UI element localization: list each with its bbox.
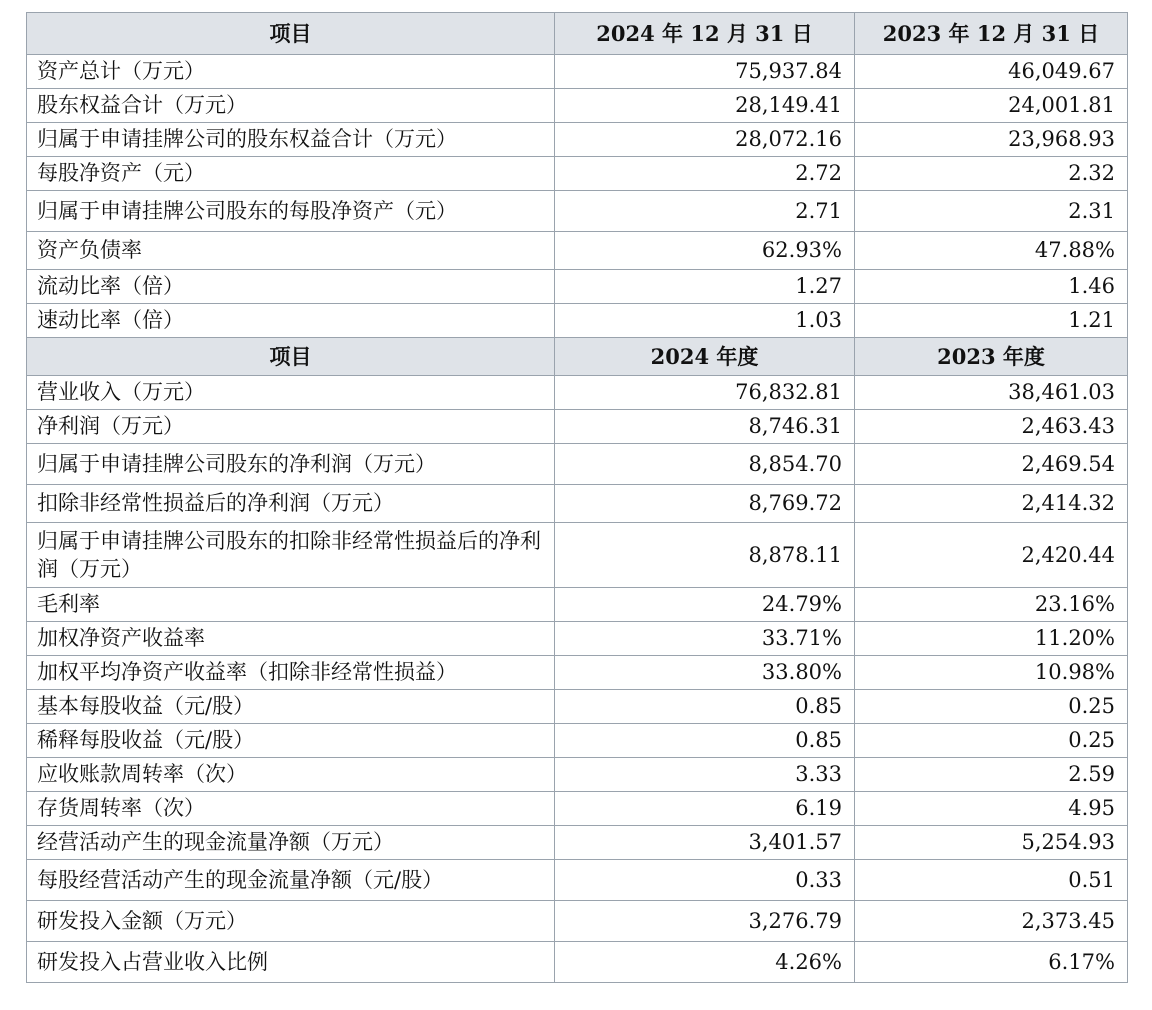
value-2023: 2.31 <box>855 191 1128 232</box>
table-row <box>27 485 1128 523</box>
financial-indicators-table <box>26 12 1128 983</box>
value-2024: 6.19 <box>555 792 855 826</box>
table-row <box>27 232 1128 270</box>
value-2023: 38,461.03 <box>855 376 1128 410</box>
value-2023: 23,968.93 <box>855 123 1128 157</box>
table-header-row <box>27 338 1128 376</box>
header-cell-item: 项目 <box>27 338 555 376</box>
value-2023: 10.98% <box>855 656 1128 690</box>
value-2023: 2.59 <box>855 758 1128 792</box>
value-2023: 1.21 <box>855 304 1128 338</box>
value-2023: 2,373.45 <box>855 901 1128 942</box>
value-2023: 23.16% <box>855 588 1128 622</box>
value-2023: 47.88% <box>855 232 1128 270</box>
table-row <box>27 724 1128 758</box>
row-label: 归属于申请挂牌公司股东的净利润（万元） <box>27 444 555 485</box>
row-label: 归属于申请挂牌公司股东的每股净资产（元） <box>27 191 555 232</box>
value-2024: 1.27 <box>555 270 855 304</box>
value-2024: 8,769.72 <box>555 485 855 523</box>
table-row <box>27 410 1128 444</box>
value-2024: 62.93% <box>555 232 855 270</box>
row-label: 流动比率（倍） <box>27 270 555 304</box>
value-2023: 2,414.32 <box>855 485 1128 523</box>
table-row <box>27 690 1128 724</box>
value-2024: 4.26% <box>555 942 855 983</box>
value-2024: 28,149.41 <box>555 89 855 123</box>
value-2024: 3.33 <box>555 758 855 792</box>
value-2023: 24,001.81 <box>855 89 1128 123</box>
value-2023: 0.25 <box>855 724 1128 758</box>
row-label: 研发投入占营业收入比例 <box>27 942 555 983</box>
table-row <box>27 123 1128 157</box>
table-row <box>27 792 1128 826</box>
table-row <box>27 55 1128 89</box>
value-2024: 24.79% <box>555 588 855 622</box>
value-2024: 75,937.84 <box>555 55 855 89</box>
table-row <box>27 523 1128 588</box>
row-label: 归属于申请挂牌公司的股东权益合计（万元） <box>27 123 555 157</box>
value-2023: 11.20% <box>855 622 1128 656</box>
value-2024: 8,878.11 <box>555 523 855 588</box>
value-2023: 2,463.43 <box>855 410 1128 444</box>
table-row <box>27 758 1128 792</box>
header-cell-2023-date: 2023 年 12 月 31 日 <box>855 13 1128 55</box>
value-2023: 0.51 <box>855 860 1128 901</box>
row-label: 稀释每股收益（元/股） <box>27 724 555 758</box>
table-header-row <box>27 13 1128 55</box>
table-row <box>27 942 1128 983</box>
row-label: 速动比率（倍） <box>27 304 555 338</box>
value-2024: 3,401.57 <box>555 826 855 860</box>
value-2024: 76,832.81 <box>555 376 855 410</box>
table-row <box>27 89 1128 123</box>
row-label: 加权净资产收益率 <box>27 622 555 656</box>
row-label: 资产负债率 <box>27 232 555 270</box>
value-2024: 33.80% <box>555 656 855 690</box>
row-label: 资产总计（万元） <box>27 55 555 89</box>
row-label: 归属于申请挂牌公司股东的扣除非经常性损益后的净利润（万元） <box>27 523 555 588</box>
header-cell-2024-year: 2024 年度 <box>555 338 855 376</box>
value-2024: 8,746.31 <box>555 410 855 444</box>
value-2023: 5,254.93 <box>855 826 1128 860</box>
table-row <box>27 588 1128 622</box>
value-2023: 4.95 <box>855 792 1128 826</box>
row-label: 营业收入（万元） <box>27 376 555 410</box>
value-2024: 0.85 <box>555 690 855 724</box>
value-2023: 2,420.44 <box>855 523 1128 588</box>
value-2024: 0.85 <box>555 724 855 758</box>
table-row <box>27 304 1128 338</box>
row-label: 毛利率 <box>27 588 555 622</box>
value-2024: 0.33 <box>555 860 855 901</box>
value-2024: 2.71 <box>555 191 855 232</box>
row-label: 加权平均净资产收益率（扣除非经常性损益） <box>27 656 555 690</box>
table-row <box>27 622 1128 656</box>
table-row <box>27 901 1128 942</box>
value-2024: 3,276.79 <box>555 901 855 942</box>
value-2024: 28,072.16 <box>555 123 855 157</box>
header-cell-2023-year: 2023 年度 <box>855 338 1128 376</box>
value-2024: 1.03 <box>555 304 855 338</box>
value-2023: 1.46 <box>855 270 1128 304</box>
table-row <box>27 157 1128 191</box>
row-label: 应收账款周转率（次） <box>27 758 555 792</box>
header-cell-item: 项目 <box>27 13 555 55</box>
row-label: 股东权益合计（万元） <box>27 89 555 123</box>
table-row <box>27 444 1128 485</box>
value-2024: 2.72 <box>555 157 855 191</box>
value-2023: 46,049.67 <box>855 55 1128 89</box>
value-2024: 8,854.70 <box>555 444 855 485</box>
row-label: 基本每股收益（元/股） <box>27 690 555 724</box>
value-2023: 6.17% <box>855 942 1128 983</box>
table-row <box>27 191 1128 232</box>
value-2023: 2.32 <box>855 157 1128 191</box>
row-label: 研发投入金额（万元） <box>27 901 555 942</box>
value-2024: 33.71% <box>555 622 855 656</box>
table-row <box>27 270 1128 304</box>
row-label: 经营活动产生的现金流量净额（万元） <box>27 826 555 860</box>
table-row <box>27 656 1128 690</box>
row-label: 净利润（万元） <box>27 410 555 444</box>
table-row <box>27 860 1128 901</box>
table-row <box>27 376 1128 410</box>
table-row <box>27 826 1128 860</box>
row-label: 每股净资产（元） <box>27 157 555 191</box>
row-label: 扣除非经常性损益后的净利润（万元） <box>27 485 555 523</box>
value-2023: 0.25 <box>855 690 1128 724</box>
row-label: 每股经营活动产生的现金流量净额（元/股） <box>27 860 555 901</box>
header-cell-2024-date: 2024 年 12 月 31 日 <box>555 13 855 55</box>
value-2023: 2,469.54 <box>855 444 1128 485</box>
row-label: 存货周转率（次） <box>27 792 555 826</box>
